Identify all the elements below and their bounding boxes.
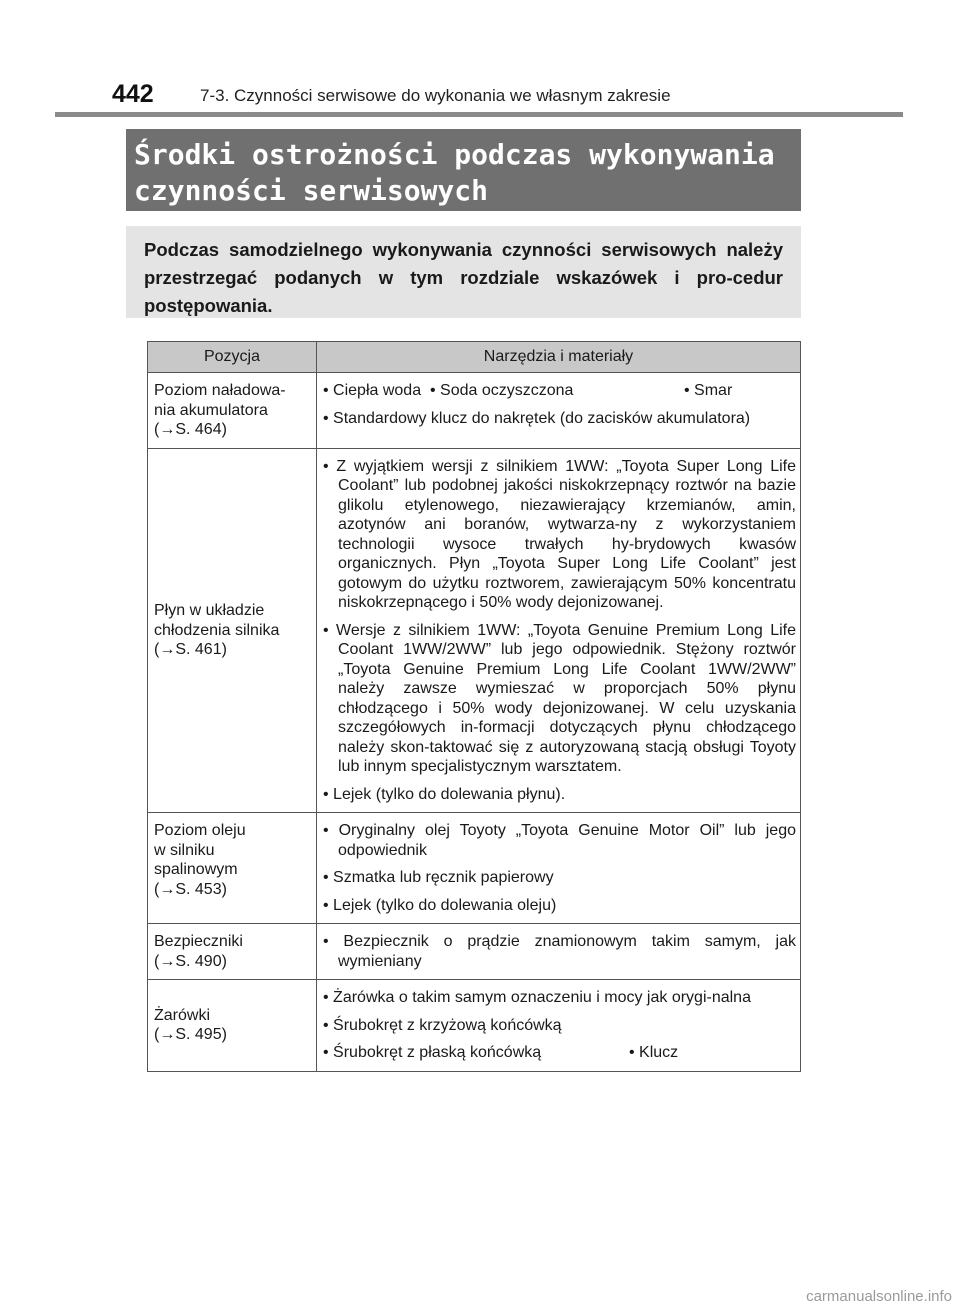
section-title: 7-3. Czynności serwisowe do wykonania we własnym zakresie: [200, 86, 671, 105]
tool-item: • Ciepła woda: [323, 382, 422, 399]
page-number: 442: [112, 80, 154, 108]
position-cell: [148, 980, 317, 1072]
tools-table: [147, 341, 801, 1072]
position-cell: [148, 924, 317, 980]
tool-item: • Śrubokręt z płaską końcówką: [323, 1044, 542, 1061]
tools-inline-row: [323, 381, 796, 401]
tool-item: • Klucz: [629, 1044, 679, 1061]
tools-cell: [317, 813, 801, 924]
chapter-title-box: [126, 129, 801, 211]
tool-item: • Standardowy klucz do nakrętek (do zacisków akumulatora): [323, 409, 751, 427]
position-line: Płyn w układzie: [154, 602, 265, 619]
tool-item: • Lejek (tylko do dolewania płynu).: [323, 785, 566, 803]
header-position: Pozycja: [148, 342, 317, 373]
position-reference: (→S. 490): [154, 952, 227, 970]
position-cell: [148, 813, 317, 924]
position-line: nia akumulatora: [154, 401, 268, 419]
intro-box: [126, 226, 801, 318]
tools-cell: [317, 448, 801, 813]
position-line: Poziom oleju: [154, 822, 246, 839]
tool-item: • Soda oczyszczona: [430, 382, 574, 399]
position-line: w silniku: [154, 841, 215, 859]
tool-item: • Oryginalny olej Toyoty „Toyota Genuine Motor Oil” lub jego odpowiednik: [323, 822, 796, 859]
table-row: [148, 813, 801, 924]
table-header-row: [148, 342, 801, 373]
header-tools: Narzędzia i materiały: [317, 342, 801, 373]
position-line: Poziom naładowa-: [154, 382, 286, 399]
position-cell: [148, 448, 317, 813]
position-cell: [148, 373, 317, 449]
chapter-title-line-1: Środki ostrożności podczas wykonywania: [134, 138, 775, 171]
position-reference: (→S. 464): [154, 421, 227, 438]
tool-item: • Bezpiecznik o prądzie znamionowym takim samym, jak wymieniany: [323, 933, 796, 970]
tool-item: • Lejek (tylko do dolewania oleju): [323, 896, 557, 914]
table-row: [148, 373, 801, 449]
intro-text: Podczas samodzielnego wykonywania czynności serwisowych należy przestrzegać podanych w tym rozdziale wskazówek i pro-cedur postępowania.: [144, 239, 783, 316]
chapter-title-line-2: czynności serwisowych: [134, 174, 489, 207]
tool-item: • Śrubokręt z krzyżową końcówką: [323, 1016, 562, 1034]
page-header: [0, 0, 960, 120]
tools-cell: [317, 373, 801, 449]
table-row: [148, 448, 801, 813]
tool-item: • Z wyjątkiem wersji z silnikiem 1WW: „Toyota Super Long Life Coolant” lub podobnej jakości niskokrzepnący roztwór na bazie glikolu etylenowego, niezawierający krzemianów, amin, azotynów ani boranów, wytwarza-ny z wykorzystaniem technologii wysoce trwałych hy-brydowych kwasów organicznych. Płyn „Toyota Super Long Life Coolant” jest gotowym do użytku roztworem, zawierającym 50% koncentratu niskokrzepnącego i 50% wody dejonizowanej.: [323, 457, 796, 611]
position-line: chłodzenia silnika: [154, 621, 280, 639]
table-row: [148, 924, 801, 980]
tools-cell: [317, 924, 801, 980]
tool-item: • Smar: [684, 382, 733, 399]
position-line: Bezpieczniki: [154, 933, 243, 950]
tool-item: • Żarówka o takim samym oznaczeniu i mocy jak orygi-nalna: [323, 989, 751, 1006]
watermark: carmanualsonline.info: [806, 1288, 952, 1305]
position-line: Żarówki: [154, 1006, 211, 1024]
position-reference: (→S. 461): [154, 641, 227, 658]
tool-item: • Szmatka lub ręcznik papierowy: [323, 869, 554, 886]
position-line: spalinowym: [154, 861, 238, 878]
position-reference: (→S. 495): [154, 1026, 227, 1044]
position-reference: (→S. 453): [154, 880, 227, 898]
tool-item: • Wersje z silnikiem 1WW: „Toyota Genuine Premium Long Life Coolant 1WW/2WW” lub jego odpowiednik. Stężony roztwór „Toyota Genuine Premium Long Life Coolant 1WW/2WW” należy zawsze wymieszać w proporcjach 50% płynu chłodzącego i 50% wody dejonizowanej. W celu uzyskania szczegółowych in-formacji dotyczących płynu chłodzącego należy skon-taktować się z autoryzowaną stacją obsługi Toyoty lub innym specjalistycznym warsztatem.: [323, 621, 796, 775]
table-row: [148, 980, 801, 1072]
tools-inline-row: [323, 1043, 796, 1063]
header-divider: [55, 112, 903, 117]
tools-cell: [317, 980, 801, 1072]
